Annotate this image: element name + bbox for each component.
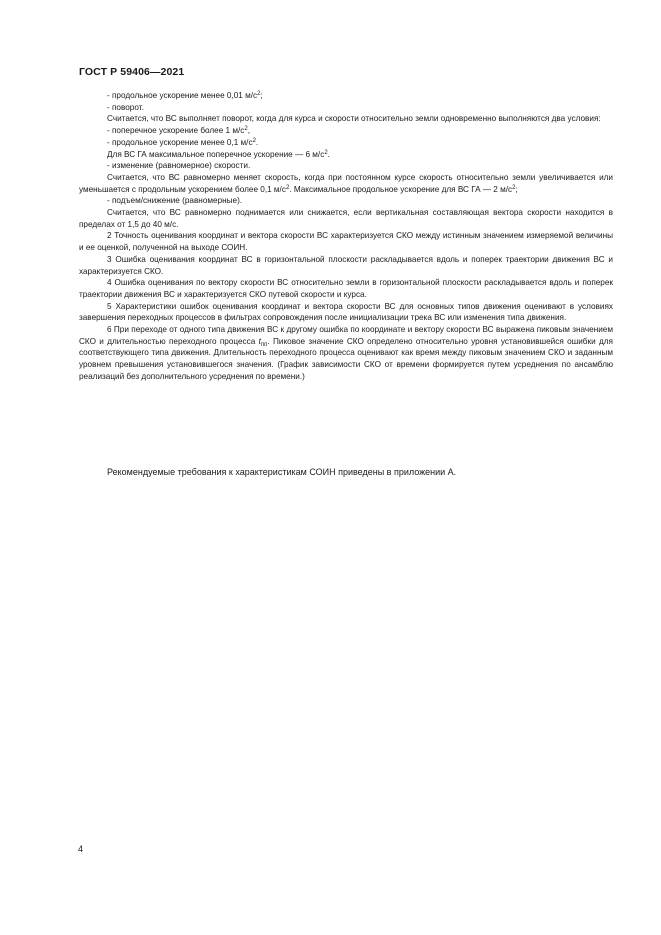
paragraph-note-5: 5 Характеристики ошибок оценивания координат и вектора скорости ВС для основных типов движения оценивают в условиях завершения переходных процессов в фильтрах сопровождения после инициализации трека ВС или изменения типа движения.	[79, 301, 613, 323]
paragraph-note-6: 6 При переходе от одного типа движения ВС к другому ошибка по координате и вектору скорости ВС выражена пиковым значением СКО и длительностью переходного процесса $t_{пп}$. Пиковое значение СКО определено относительно уровня установившейся ошибки для соответствующего типа движения. Длительность переходного процесса оценивают как время между пиковым значением СКО и заданным уровнем превышения установившегося значения. (График зависимости СКО от времени формируется путем усреднения по ансамблю реализаций без дополнительного усреднения по времени.)	[79, 325, 613, 381]
paragraph-speed-change-definition: Считается, что ВС равномерно меняет скорость, когда при постоянном курсе скорость относительно земли увеличивается или уменьшается с продольным ускорением более 0,1 $м/с^2$. Максимальное продольное ускорение для ВС ГА — 2 $м/с^2$;	[79, 172, 613, 194]
paragraph-climb-definition: Считается, что ВС равномерно поднимается или снижается, если вертикальная составляющая вектора скорости находится в пределах от 1,5 до 40 м/с.	[79, 208, 613, 229]
paragraph-longitudinal-accel-2: - продольное ускорение менее 0,1 $м/с^2$.	[107, 137, 259, 147]
paragraph-climb-descent: - подъем/снижение (равномерные).	[107, 196, 243, 206]
paragraph-turn: - поворот.	[107, 102, 144, 112]
paragraph-longitudinal-accel: - продольное ускорение менее 0,01 $м/с^2$;	[107, 91, 263, 100]
paragraph-max-lateral: Для ВС ГА максимальное поперечное ускорение — 6 $м/с^2$.	[107, 149, 330, 159]
paragraph-lateral-accel: - поперечное ускорение более 1 $м/с^2$,	[107, 126, 251, 136]
paragraph-note-4: 4 Ошибка оценивания по вектору скорости ВС относительно земли в горизонтальной плоскости раскладывается вдоль и поперек траектории движения ВС и характеризуется СКО путевой скорости и курса.	[79, 278, 613, 299]
paragraph-note-2: 2 Точность оценивания координат и вектора скорости ВС характеризуется СКО между истинным значением измеряемой величины и ее оценкой, полученной на выходе СОИН.	[79, 231, 613, 253]
closing-sentence: Рекомендуемые требования к характеристикам СОИН приведены в приложении А.	[107, 467, 457, 477]
paragraph-turn-definition: Считается, что ВС выполняет поворот, когда для курса и скорости относительно земли одновременно выполняются два условия:	[107, 114, 601, 124]
paragraph-note-3: 3 Ошибка оценивания координат ВС в горизонтальной плоскости раскладывается вдоль и поперек траектории движения ВС и характеризуется СКО.	[79, 254, 613, 276]
paragraph-speed-change: - изменение (равномерное) скорости.	[107, 161, 251, 171]
document-header: ГОСТ Р 59406—2021	[79, 66, 185, 78]
page-number: 4	[78, 844, 84, 854]
document-body	[79, 90, 613, 383]
